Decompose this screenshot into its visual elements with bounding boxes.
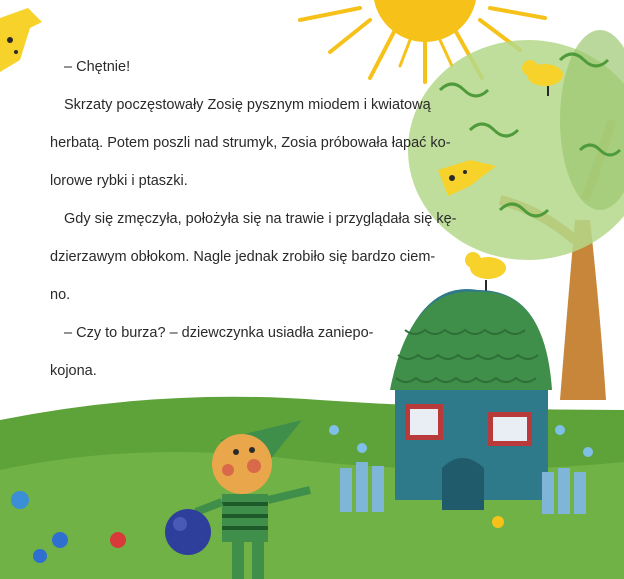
story-line: kojona. [50,363,97,379]
story-line: – Chętnie! [64,59,131,75]
bird-top-left-illustration [0,8,42,72]
story-line: dzierzawym obłokom. Nagle jednak zrobiło się bardzo ciem- [50,249,436,265]
bird-on-roof-illustration [465,252,506,292]
story-line: no. [50,287,71,303]
story-line: Gdy się zmęczyła, położyła się na trawie i przyglądała się kę- [64,211,457,227]
story-line: herbatą. Potem poszli nad strumyk, Zosia próbowała łapać ko- [50,135,451,151]
story-line: – Czy to burza? – dziewczynka usiadła zaniepo- [64,325,374,341]
ball-illustration [165,509,211,555]
story-text [50,48,458,390]
story-line: lorowe rybki i ptaszki. [50,173,188,189]
story-line: Skrzaty poczęstowały Zosię pysznym miodem i kwiatową [64,97,431,113]
